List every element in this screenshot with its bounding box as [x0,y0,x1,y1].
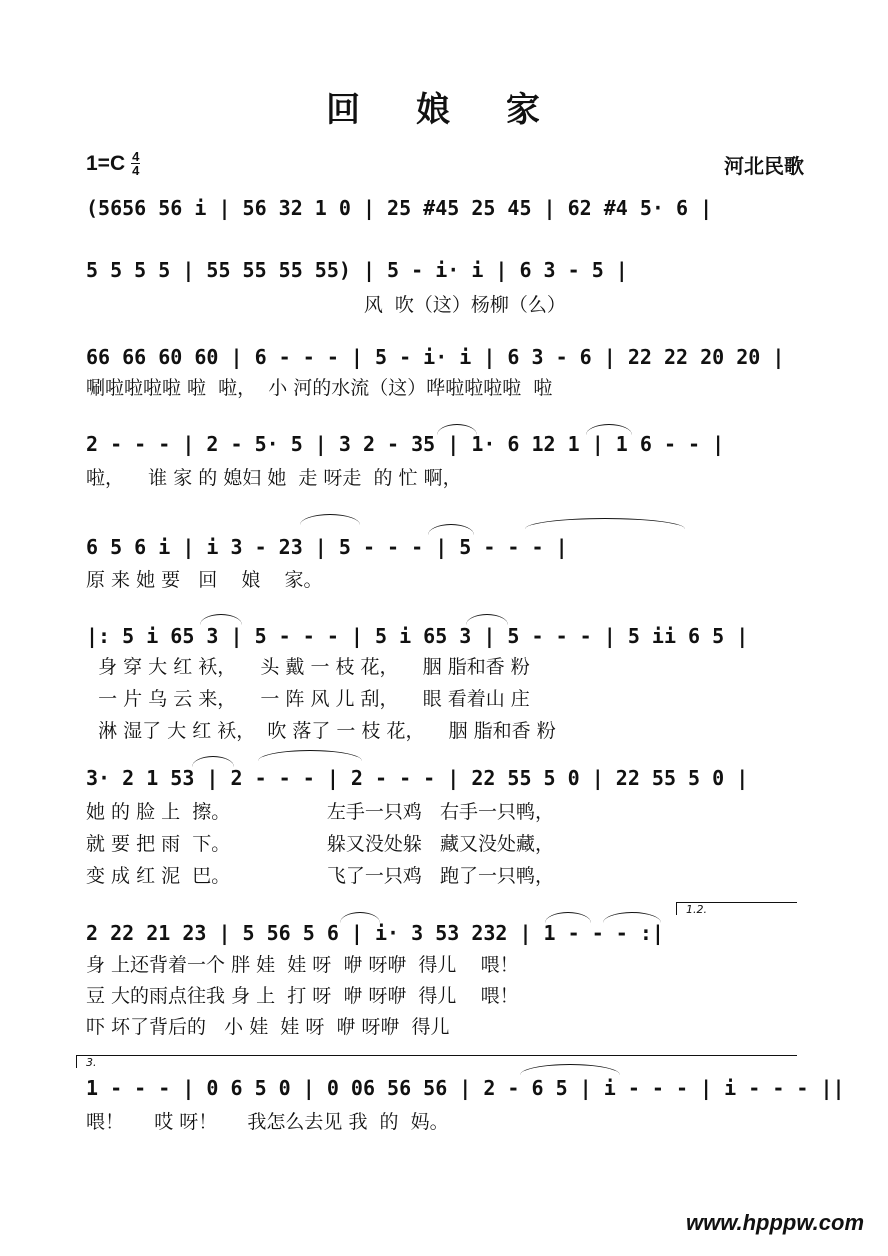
song-source: 河北民歌 [724,154,804,178]
notation-row-7: 3· 2 1 53 | 2 - - - | 2 - - - | 22 55 5 0 | 22 55 5 0 | [86,766,749,790]
key-signature [86,150,140,177]
notation-row-9: 1 - - - | 0 6 5 0 | 0 06 56 56 | 2 - 6 5 | i - - - | i - - - || [86,1076,845,1100]
tie-arc [258,750,362,761]
key-label: 1=C [86,151,126,175]
site-watermark: www.hpppw.com [685,1210,864,1235]
tie-arc [300,514,360,525]
notation-row-6: |: 5 i 65 3 | 5 - - - | 5 i 65 3 | 5 - - - | 5 ii 6 5 | [86,624,749,648]
notation-row-3: 66 66 60 60 | 6 - - - | 5 - i· i | 6 3 - 6 | 22 22 20 20 | [86,345,785,369]
lyric-row-3: 唰啦啦啦啦 啦 啦， 小 河的水流（这）哗啦啦啦啦 啦 [86,377,553,399]
slur-arc [437,424,477,435]
slur-arc [586,424,632,435]
slur-arc [340,912,380,923]
slur-arc [603,912,661,923]
notation-row-2: 5 5 5 5 | 55 55 55 55) | 5 - i· i | 6 3 - 5 | [86,258,628,282]
lyric-row-6c: 淋 湿了 大 红 袄， 吹 落了 一 枝 花， 胭 脂和香 粉 [86,720,556,742]
lyric-row-7c: 变 成 红 泥 巴。 飞了一只鸡 跑了一只鸭， [86,865,554,887]
notation-row-5: 6 5 6 i | i 3 - 23 | 5 - - - | 5 - - - | [86,535,568,559]
lyric-row-7b: 就 要 把 雨 下。 躲又没处躲 藏又没处藏， [86,833,554,855]
slur-arc [192,756,234,767]
slur-arc [428,524,474,535]
time-signature [131,150,140,177]
lyric-row-2: 风 吹（这）杨柳（么） [86,294,566,316]
lyric-row-8a: 身 上还背着一个 胖 娃 娃 呀 咿 呀咿 得儿 喂！ [86,954,519,976]
time-numerator: 4 [132,149,140,164]
slur-arc [545,912,591,923]
lyric-row-8b: 豆 大的雨点往我 身 上 打 呀 咿 呀咿 得儿 喂！ [86,985,519,1007]
lyric-row-9: 喂！ 哎 呀！ 我怎么去见 我 的 妈。 [86,1111,449,1133]
notation-row-1: (5656 56 i | 56 32 1 0 | 25 #45 25 45 | 62 #4 5· 6 | [86,196,713,220]
slur-arc [200,614,242,625]
notation-row-4: 2 - - - | 2 - 5· 5 | 3 2 - 35 | 1· 6 12 1 | 1 6 - - | [86,432,725,456]
lyric-row-8c: 吓 坏了背后的 小 娃 娃 呀 咿 呀咿 得儿 [86,1016,450,1038]
tie-arc [525,518,685,529]
volta-bracket-3 [76,1055,797,1068]
lyric-row-7a: 她 的 脸 上 擦。 左手一只鸡 右手一只鸭， [86,801,554,823]
lyric-row-6a: 身 穿 大 红 袄， 头 戴 一 枝 花， 胭 脂和香 粉 [86,656,530,678]
slur-arc [466,614,508,625]
lyric-row-4: 啦， 谁 家 的 媳妇 她 走 呀走 的 忙 啊， [86,467,462,489]
volta-label-3: 3. [86,1056,97,1069]
notation-row-8: 2 22 21 23 | 5 56 5 6 | i· 3 53 232 | 1 - - - :| [86,921,664,945]
volta-label-1: 1.2. [686,903,707,916]
song-title: 回 娘 家 [326,90,562,130]
time-denominator: 4 [132,163,140,178]
lyric-row-6b: 一 片 乌 云 来， 一 阵 风 儿 刮， 眼 看着山 庄 [86,688,530,710]
lyric-row-5: 原 来 她 要 回 娘 家。 [86,569,323,591]
